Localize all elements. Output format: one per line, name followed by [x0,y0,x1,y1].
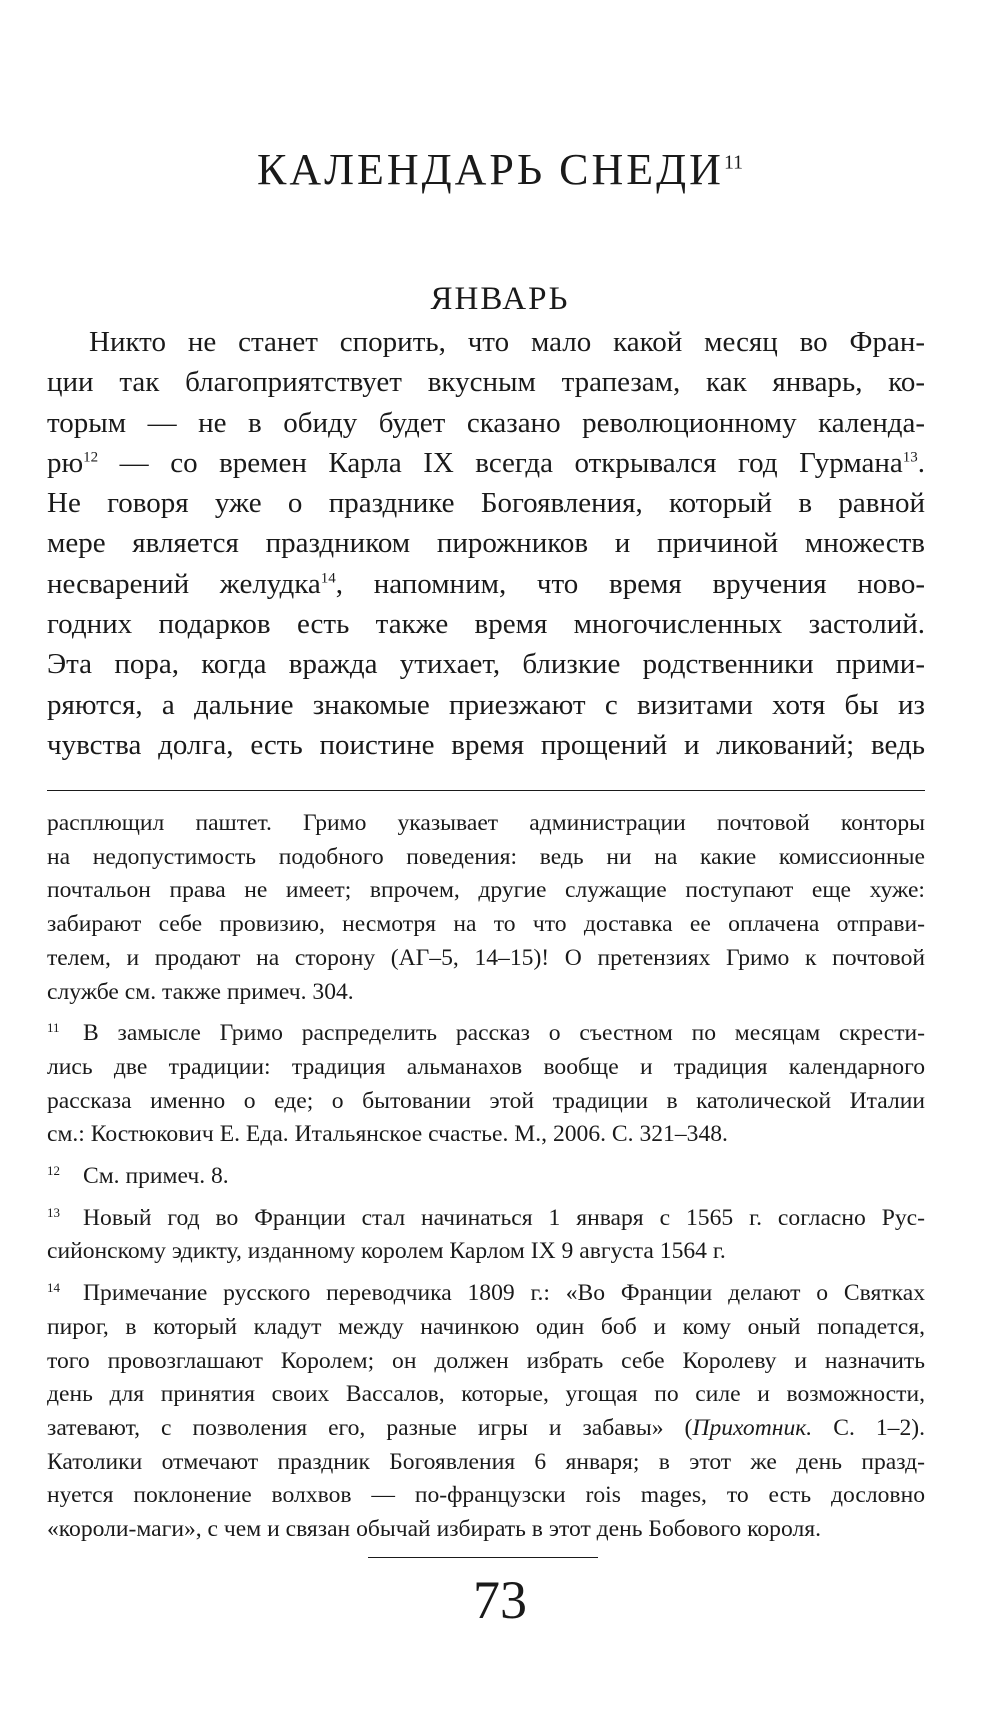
footnote-line: расплющил паштет. Гримо указывает администрации почтовой конторы [47,810,925,836]
footnote-text: затевают, с позволения его, разные игры и забавы» ( [47,1414,693,1441]
footnote-number: 12 [47,1163,60,1179]
footnote-line [47,1412,925,1446]
footnote-line [47,1017,925,1051]
body-line: ряются, а дальние знакомые приезжают с визитами хотя бы из [47,688,925,721]
footnote-text: Новый год во Франции стал начинаться 1 января с 1565 г. согласно Рус- [83,1204,925,1231]
footnote-line [47,1277,925,1311]
footnote-line: см.: Костюкович Е. Еда. Итальянское счастье. М., 2006. С. 321–348. [47,1121,728,1148]
body-line: ции так благоприятствует вкусным трапезам, как январь, ко- [47,366,925,399]
footnote-number: 11 [47,1020,60,1036]
footnote-ref-14[interactable]: 14 [320,570,336,587]
footnote-line [47,1202,925,1236]
footnote-line: забирают себе провизию, несмотря на то что доставка ее оплачена отправи- [47,911,925,938]
section-title: ЯНВАРЬ [430,281,570,317]
footnote-13 [47,1202,925,1269]
body-text-fragment: — со времен Карла IX всегда открывался год Гурмана [98,446,903,479]
body-line: Эта пора, когда вражда утихает, близкие родственники прими- [47,648,925,681]
body-line: Никто не станет спорить, что мало какой месяц во Фран- [89,326,925,358]
footnote-line: телем, и продают на сторону (АГ–5, 14–15)! О претензиях Гримо к почтовой [47,944,925,971]
footnote-line: нуется поклонение волхвов — по-французски rois mages, то есть дословно [47,1482,925,1509]
body-line: годних подарков есть также время многочисленных застолий. [47,608,925,641]
body-line: Не говоря уже о празднике Богоявления, который в равной [47,487,925,520]
body-paragraph [47,322,925,765]
body-line [47,443,925,483]
body-text-fragment: несварений желудка [47,567,321,600]
citation-title: Прихотник. [692,1414,813,1441]
footnote-text: См. примеч. 8. [83,1163,229,1190]
footnote-14 [47,1277,925,1547]
footnote-line: Католики отмечают праздник Богоявления 6 января; в этот же день празд- [47,1448,925,1475]
footnote-line: на недопустимость подобного поведения: ведь ни на какие комиссионные [47,843,925,870]
footnote-line [47,1160,925,1194]
footnote-ref-12[interactable]: 12 [83,449,99,466]
footnote-ref-13[interactable]: 13 [902,449,918,466]
footnote-line: рассказа именно о еде; о бытовании этой традиции в католической Италии [47,1087,925,1114]
page-number: 73 [473,1570,527,1630]
page-number-rule [368,1557,598,1558]
footnote-line: службе см. также примеч. 304. [47,978,354,1005]
footnote-text: Примечание русского переводчика 1809 г.: «Во Франции делают о Святках [83,1280,925,1307]
body-text-fragment: рю [47,446,84,479]
footnote-text: С. 1–2). [812,1414,925,1441]
footnote-ref-11[interactable]: 11 [723,151,743,174]
footnote-number: 13 [47,1204,60,1220]
footnotes-section [47,807,925,1547]
body-line [47,564,925,604]
footnote-line: «короли-маги», с чем и связан обычай избирать в этот день Бобового короля. [47,1516,821,1543]
body-text-fragment: , напомним, что время вручения ново- [335,567,925,600]
chapter-title-text: КАЛЕНДАРЬ СНЕДИ [257,145,724,194]
chapter-title [0,145,1000,194]
body-line: чувства долга, есть поистине время прощений и ликований; ведь [47,728,925,761]
footnote-line: пирог, в который кладут между начинкою один боб и кому оный попадется, [47,1313,925,1340]
footnote-line: того провозглашают Королем; он должен избрать себе Королеву и назначить [47,1347,925,1374]
footnote-line: сийонскому эдикту, изданному королем Карлом IX 9 августа 1564 г. [47,1238,726,1265]
footnote-line: лись две традиции: традиция альманахов вообще и традиция календарного [47,1053,925,1080]
footnote-number: 14 [47,1280,60,1296]
body-text-fragment: . [917,446,925,479]
footnote-11 [47,1017,925,1152]
footnote-continuation [47,807,925,1009]
body-line: мере является праздником пирожников и причиной множеств [47,527,925,560]
footnote-line: день для принятия своих Вассалов, которые, угощая по силе и возможности, [47,1381,925,1408]
footnote-line: почтальон права не имеет; впрочем, другие служащие поступают еще хуже: [47,877,925,904]
footnote-12 [47,1160,925,1194]
footnote-divider [47,790,925,791]
footnote-text: В замысле Гримо распределить рассказ о съестном по месяцам скрести- [83,1020,925,1047]
body-line: торым — не в обиду будет сказано революционному календа- [47,406,925,439]
